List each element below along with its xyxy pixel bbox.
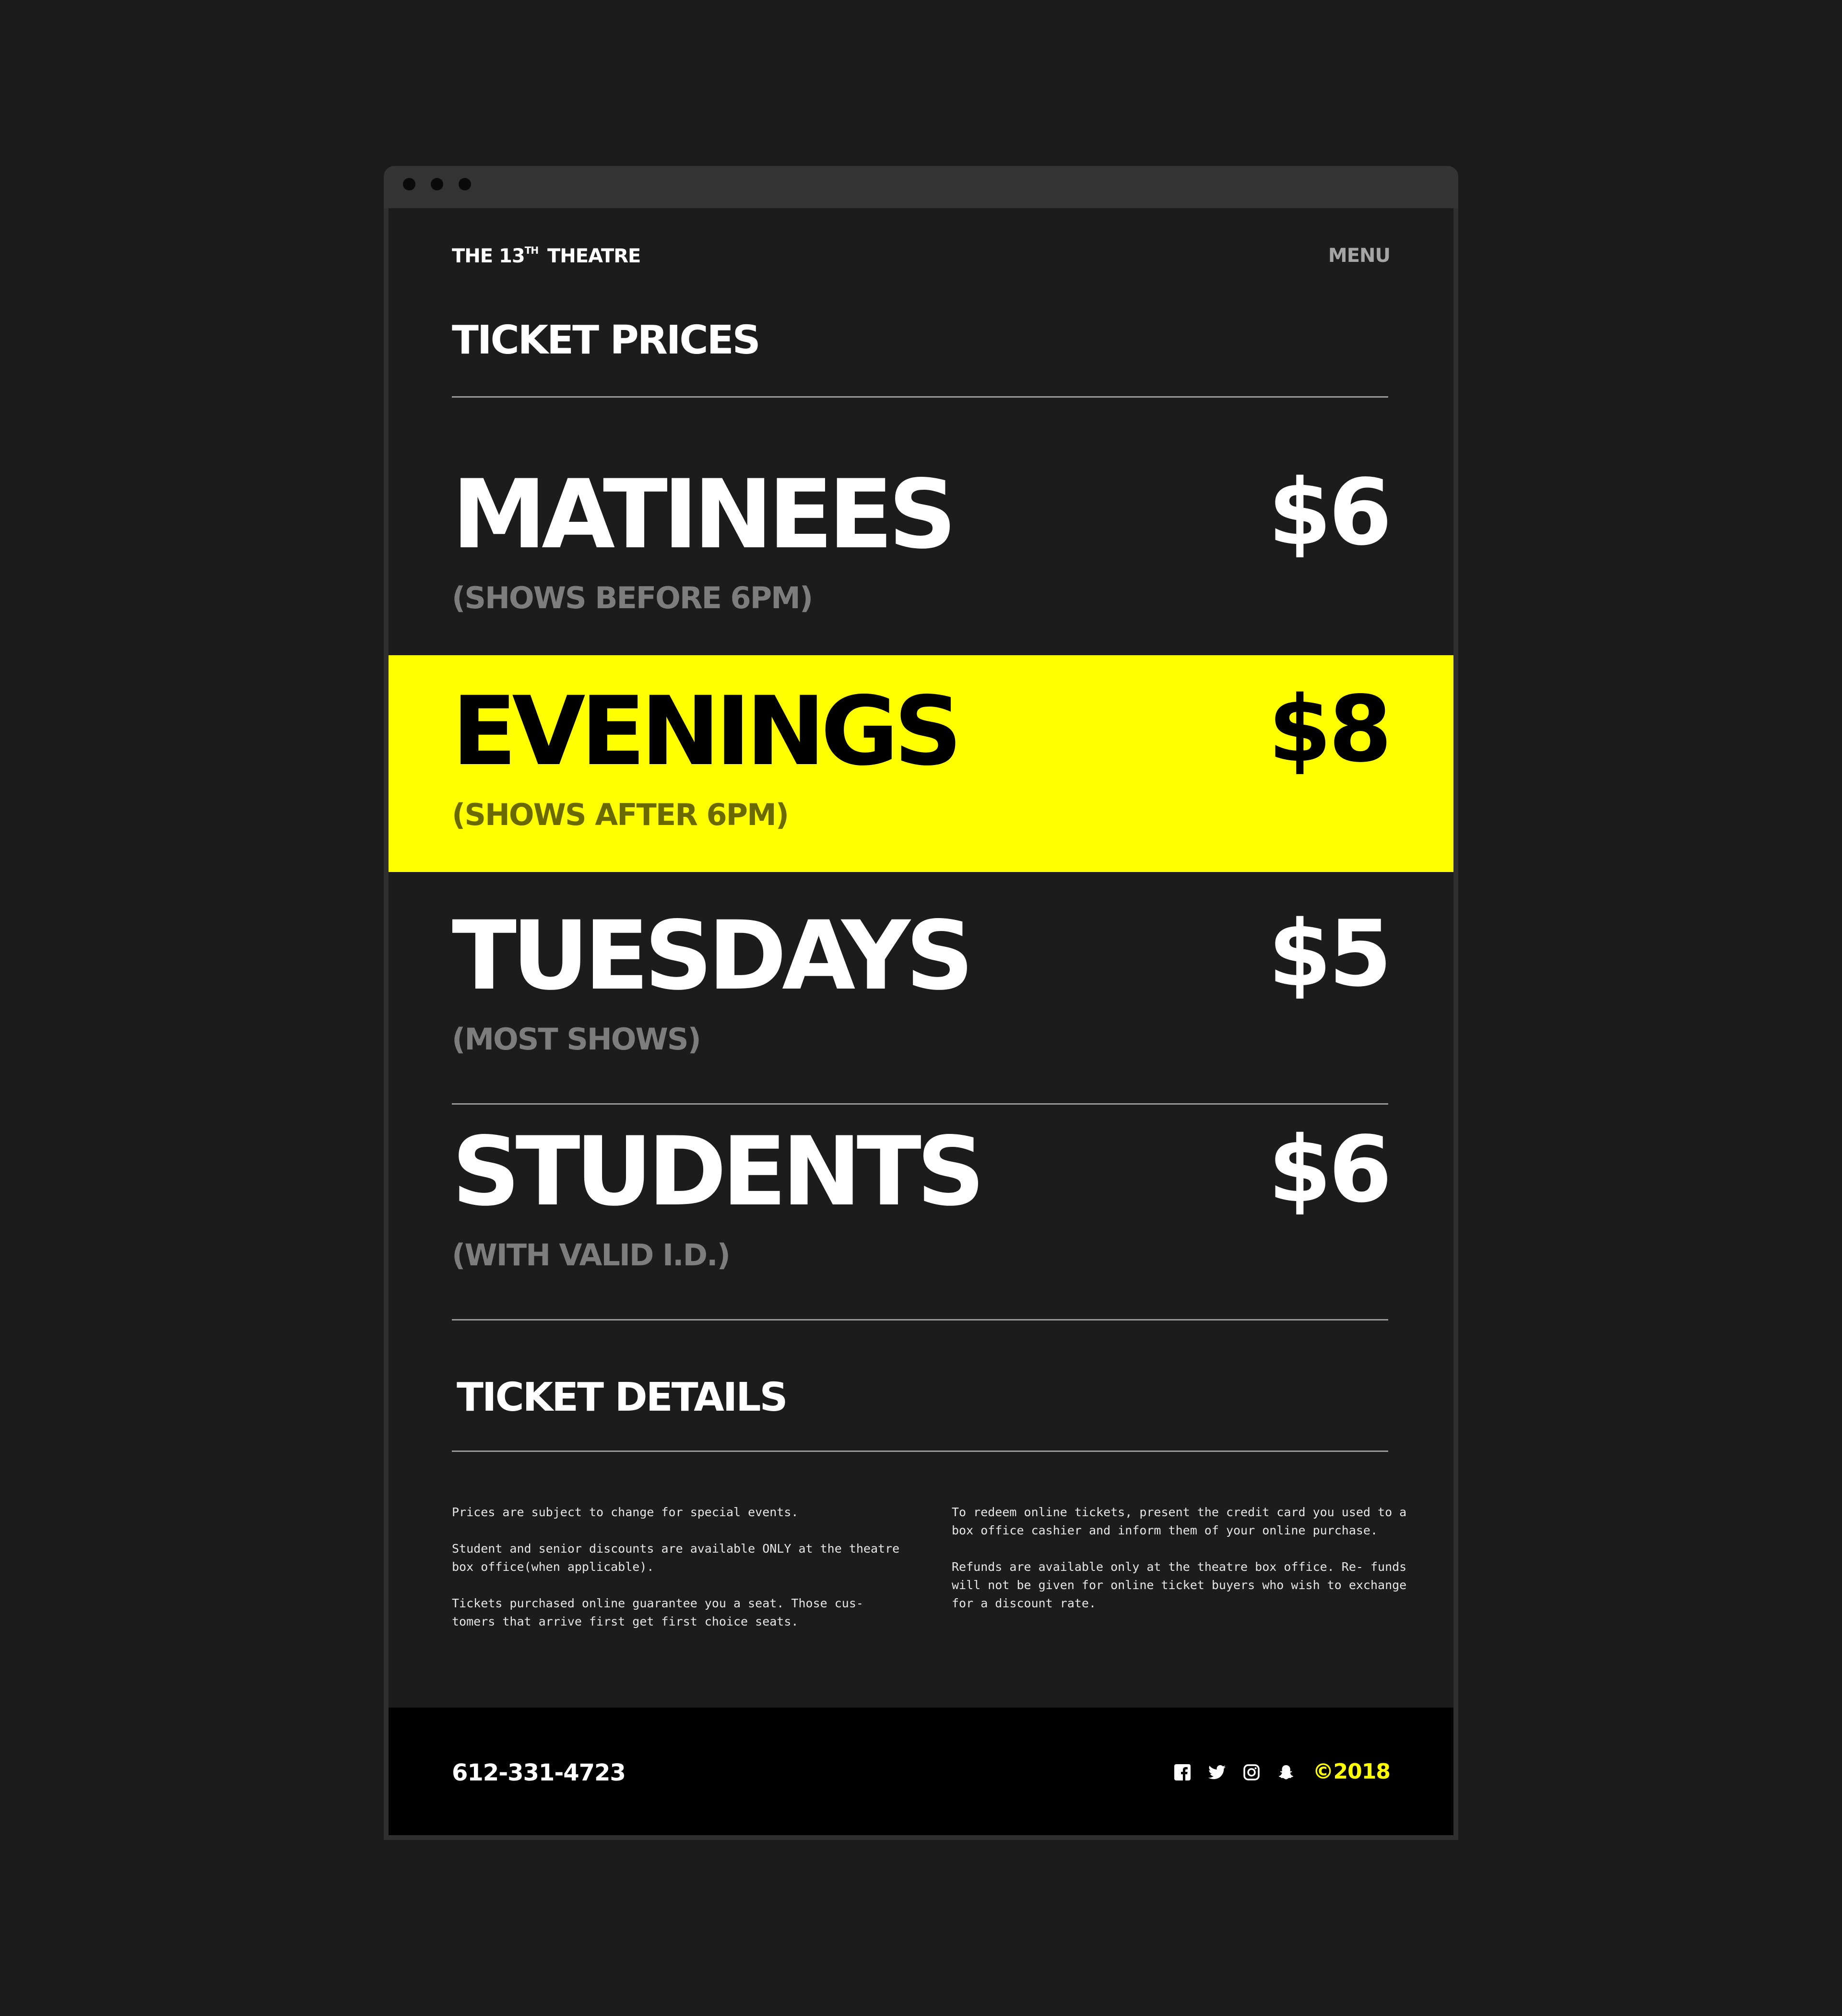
detail-paragraph: Prices are subject to change for special events. xyxy=(452,1505,799,1519)
price-row-price: $8 xyxy=(1268,676,1389,782)
divider xyxy=(452,1450,1388,1452)
price-row-evenings xyxy=(389,655,1453,872)
divider xyxy=(452,1319,1388,1320)
ticket-prices-heading: TICKET PRICES xyxy=(452,318,759,363)
site-logo[interactable] xyxy=(452,245,640,267)
detail-paragraph: To redeem online tickets, present the credit card you used to a box office cashier and inform them of your online purchase. xyxy=(952,1505,1407,1537)
ticket-details-heading: TICKET DETAILS xyxy=(457,1375,787,1420)
twitter-icon[interactable] xyxy=(1208,1763,1226,1781)
window-control-dot[interactable] xyxy=(459,178,471,190)
price-row-price: $6 xyxy=(1268,460,1389,566)
price-row-price: $5 xyxy=(1268,901,1389,1007)
site-footer xyxy=(389,1708,1453,1835)
window-titlebar xyxy=(384,166,1458,208)
page-content xyxy=(389,208,1453,1835)
price-row-note: (SHOWS AFTER 6PM) xyxy=(452,797,789,832)
detail-paragraph: Refunds are available only at the theatre box office. Re- funds will not be given for online ticket buyers who wish to exchange for a discount rate. xyxy=(952,1560,1407,1610)
brand-superscript: TH xyxy=(524,245,539,256)
ticket-details-left xyxy=(452,1503,908,1649)
instagram-icon[interactable] xyxy=(1242,1763,1261,1781)
snapchat-icon[interactable] xyxy=(1277,1763,1295,1781)
price-row-price: $6 xyxy=(1268,1117,1389,1223)
window-control-dot[interactable] xyxy=(403,178,415,190)
price-row-note: (WITH VALID I.D.) xyxy=(452,1238,730,1273)
detail-paragraph: Student and senior discounts are available ONLY at the theatre box office(when applicable). xyxy=(452,1542,900,1574)
divider xyxy=(452,396,1388,398)
price-row-name: EVENINGS xyxy=(452,676,957,787)
price-row-tuesdays xyxy=(389,880,1453,1096)
price-row-students xyxy=(389,1096,1453,1312)
price-row-note: (SHOWS BEFORE 6PM) xyxy=(452,580,813,615)
facebook-icon[interactable] xyxy=(1173,1763,1192,1781)
browser-window xyxy=(384,166,1458,1840)
ticket-details-right xyxy=(952,1503,1407,1631)
price-row-matinees xyxy=(389,438,1453,655)
brand-prefix: THE 13 xyxy=(452,245,525,267)
window-control-dot[interactable] xyxy=(431,178,443,190)
menu-button[interactable]: MENU xyxy=(1328,245,1390,267)
brand-suffix: THEATRE xyxy=(541,245,641,267)
price-row-name: STUDENTS xyxy=(452,1116,980,1227)
price-row-note: (MOST SHOWS) xyxy=(452,1022,700,1057)
detail-paragraph: Tickets purchased online guarantee you a seat. Those cus- tomers that arrive first get first choice seats. xyxy=(452,1596,863,1628)
price-row-name: MATINEES xyxy=(452,459,952,570)
copyright-text: ©2018 xyxy=(1312,1759,1390,1784)
phone-number[interactable]: 612-331-4723 xyxy=(452,1759,626,1786)
price-row-name: TUESDAYS xyxy=(452,900,969,1011)
